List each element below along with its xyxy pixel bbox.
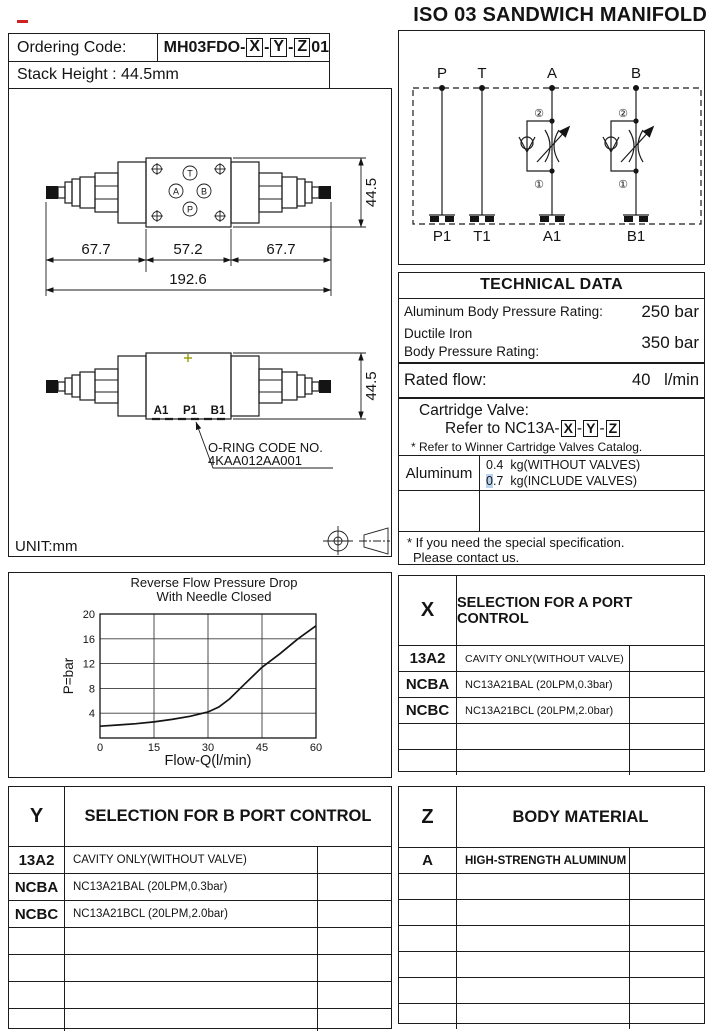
code-x-box: X <box>246 38 263 57</box>
schematic-port-pads <box>429 215 649 222</box>
selection-x-title: SELECTION FOR A PORT CONTROL <box>457 594 633 627</box>
row-key: A <box>399 848 457 873</box>
side-label-b1: B1 <box>210 405 226 417</box>
oring-note-line2: 4KAA012AA001 <box>208 453 302 468</box>
side-view <box>46 353 380 468</box>
aluminum-pressure-label: Aluminum Body Pressure Rating: <box>404 303 603 319</box>
row-desc: HIGH-STRENGTH ALUMINUM <box>457 848 630 873</box>
port-a-label: A <box>172 186 180 197</box>
row-empty-cell <box>318 847 391 873</box>
row-desc: NC13A21BCL (20LPM,2.0bar) <box>65 901 318 927</box>
cartridge-line1: Cartridge Valve: <box>419 402 529 419</box>
manifold-drawing <box>9 89 390 555</box>
footnote-line1: * If you need the special specification. <box>407 535 625 550</box>
cartridge-prefix: Refer to NC13A- <box>445 420 560 437</box>
table-row-empty <box>399 900 704 926</box>
row-empty-cell <box>318 874 391 900</box>
cartridge-note: * Refer to Winner Cartridge Valves Catalog. <box>411 440 643 454</box>
row-empty-cell <box>630 698 704 723</box>
svg-text:15: 15 <box>147 742 161 754</box>
selection-y-title: SELECTION FOR B PORT CONTROL <box>84 807 372 825</box>
row-empty-cell <box>630 848 704 873</box>
selection-y-table <box>8 786 392 1029</box>
row-key: NCBC <box>399 698 457 723</box>
row-desc: CAVITY ONLY(WITHOUT VALVE) <box>65 847 318 873</box>
port-a: A <box>546 65 558 82</box>
chart-ytick-labels <box>83 609 95 720</box>
table-row-empty <box>399 926 704 952</box>
row-key: 13A2 <box>399 646 457 671</box>
cartridge-y-box: Y <box>583 420 598 437</box>
schematic-lines <box>439 85 639 215</box>
cartridge-sep1: - <box>576 420 583 437</box>
port-t1: T1 <box>473 228 491 245</box>
ductile-label-line2: Body Pressure Rating: <box>404 344 540 359</box>
special-spec-footnote <box>399 532 704 565</box>
table-row <box>9 901 391 928</box>
table-row-empty <box>399 750 704 775</box>
adjust-knob-right <box>319 186 331 199</box>
table-row <box>9 874 391 901</box>
port-b-label: B <box>200 186 208 197</box>
row-desc: NC13A21BCL (20LPM,2.0bar) <box>457 698 630 723</box>
technical-data-panel <box>398 272 705 565</box>
row-key: 13A2 <box>9 847 65 873</box>
dim-total: 192.6 <box>169 271 207 288</box>
rated-flow-label: Rated flow: <box>404 371 487 389</box>
table-row-empty <box>399 724 704 750</box>
port-p: P <box>436 65 448 82</box>
table-row-empty <box>9 928 391 955</box>
selection-z-table <box>398 786 705 1024</box>
ordering-code-row <box>9 34 329 62</box>
side-port-labels <box>154 405 226 417</box>
port-b1: B1 <box>626 228 646 245</box>
row-empty-cell <box>630 646 704 671</box>
dim-right: 67.7 <box>266 241 296 258</box>
port-a1: A1 <box>542 228 562 245</box>
weight-values <box>480 456 704 490</box>
weight-material-empty <box>399 491 480 531</box>
svg-text:4: 4 <box>88 708 95 721</box>
selection-z-key: Z <box>399 787 457 847</box>
selection-y-key: Y <box>9 787 65 846</box>
datum-plus-marker <box>184 354 192 362</box>
unit-note: UNIT:mm <box>15 538 78 555</box>
schematic-bottom-ports <box>433 228 645 245</box>
svg-text:8: 8 <box>88 683 95 696</box>
row-key: NCBC <box>9 901 65 927</box>
table-row <box>399 848 704 874</box>
code-sep1: - <box>264 38 270 56</box>
side-label-a1: A1 <box>153 405 169 417</box>
ordering-code-label: Ordering Code: <box>9 34 158 61</box>
code-z-box: Z <box>294 38 310 57</box>
top-view <box>46 158 380 296</box>
row-empty-cell <box>318 901 391 927</box>
page-title: ISO 03 SANDWICH MANIFOLD <box>413 4 707 26</box>
oring-note-line1: O-RING CODE NO. <box>208 440 323 455</box>
code-suffix: 01 <box>311 38 329 56</box>
selection-z-title: BODY MATERIAL <box>512 807 649 826</box>
svg-text:20: 20 <box>82 609 95 621</box>
cartridge-x-box: X <box>561 420 576 437</box>
table-row <box>399 672 704 698</box>
svg-text:45: 45 <box>255 742 269 754</box>
cartridge-z-box: Z <box>606 420 621 437</box>
dim-left: 67.7 <box>81 241 111 258</box>
hydraulic-schematic <box>399 31 703 263</box>
aluminum-pressure-value: 250 bar <box>641 301 699 321</box>
rated-flow-number: 40 <box>632 371 651 389</box>
code-y-box: Y <box>270 38 287 57</box>
ordering-code-value <box>158 34 329 61</box>
row-empty-cell <box>630 672 704 697</box>
cartridge-valve-note <box>399 399 704 455</box>
weight2-label: kg(INCLUDE VALVES) <box>510 473 637 488</box>
chart-xlabel: Flow-Q(l/min) <box>164 753 252 769</box>
svg-text:0: 0 <box>96 742 104 754</box>
projection-symbol-cone <box>359 528 390 554</box>
svg-text:30: 30 <box>201 742 215 754</box>
stack-height-label: Stack Height : 44.5mm <box>17 66 179 83</box>
port-t-label: T <box>187 168 193 179</box>
dim-center: 57.2 <box>173 241 203 258</box>
svg-text:16: 16 <box>82 633 95 646</box>
row-key: NCBA <box>9 874 65 900</box>
pressure-drop-chart <box>9 573 390 776</box>
weight1-value: 0.4 <box>486 458 504 472</box>
table-row <box>399 646 704 672</box>
weight-table <box>399 455 704 532</box>
dimension-drawing-panel <box>8 88 392 557</box>
weight2-value-rest: .7 <box>492 473 504 488</box>
port-t: T <box>477 65 487 82</box>
table-row-empty <box>9 982 391 1009</box>
ductile-label-line1: Ductile Iron <box>404 326 473 342</box>
rated-flow-value <box>632 371 704 390</box>
table-row <box>399 698 704 724</box>
table-row-empty <box>399 952 704 978</box>
footnote-line2: Please contact us. <box>413 550 520 565</box>
port-p-label: P <box>186 204 194 215</box>
flow-control-valve-symbol-b <box>603 108 653 191</box>
dim-height-top: 44.5 <box>363 177 380 208</box>
schematic-top-ports <box>437 65 641 82</box>
table-row-empty <box>9 1009 391 1031</box>
hydraulic-schematic-panel <box>398 30 705 265</box>
adjust-knob-left <box>46 186 58 199</box>
logo-fragment <box>17 20 28 23</box>
row-desc: NC13A21BAL (20LPM,0.3bar) <box>457 672 630 697</box>
selection-x-key: X <box>399 576 457 645</box>
dim-height-side: 44.5 <box>363 371 380 401</box>
selection-x-table <box>398 575 705 772</box>
table-row-empty <box>399 978 704 1004</box>
row-desc: NC13A21BAL (20LPM,0.3bar) <box>65 874 318 900</box>
ordering-code-block <box>8 33 330 89</box>
row-desc: CAVITY ONLY(WITHOUT VALVE) <box>457 646 630 671</box>
code-prefix: MH03FDO- <box>163 38 246 56</box>
table-row-empty <box>399 874 704 900</box>
technical-data-title: TECHNICAL DATA <box>399 273 704 299</box>
weight-values-empty <box>480 491 704 531</box>
code-sep2: - <box>288 38 294 56</box>
weight2-value-highlight: 0 <box>486 473 493 488</box>
chart-gridlines <box>100 614 316 738</box>
weight-material: Aluminum <box>399 456 480 490</box>
weight-line2 <box>486 474 704 490</box>
port-markers <box>169 166 211 216</box>
port-p1: P1 <box>432 228 452 245</box>
table-row-empty <box>9 955 391 982</box>
row-key: NCBA <box>399 672 457 697</box>
cartridge-sep2: - <box>599 420 605 437</box>
chart-title-line2: With Needle Closed <box>156 589 272 604</box>
ductile-pressure-value: 350 bar <box>641 333 699 352</box>
projection-symbol-target <box>323 526 353 555</box>
table-row-empty <box>399 1004 704 1029</box>
pressure-drop-chart-panel <box>8 572 392 778</box>
svg-text:12: 12 <box>82 658 95 671</box>
svg-text:60: 60 <box>309 742 323 754</box>
table-row <box>9 847 391 874</box>
port-b: B <box>630 65 642 82</box>
chart-title-line1: Reverse Flow Pressure Drop <box>130 575 298 590</box>
ductile-pressure-label <box>399 325 539 360</box>
chart-ylabel: P=bar <box>61 657 76 695</box>
weight-line1 <box>486 458 704 474</box>
cartridge-line2 <box>399 420 704 438</box>
side-label-p1: P1 <box>182 405 198 417</box>
schematic-envelope <box>413 88 701 224</box>
weight1-label: kg(WITHOUT VALVES) <box>510 458 641 472</box>
rated-flow-unit: l/min <box>664 371 699 389</box>
